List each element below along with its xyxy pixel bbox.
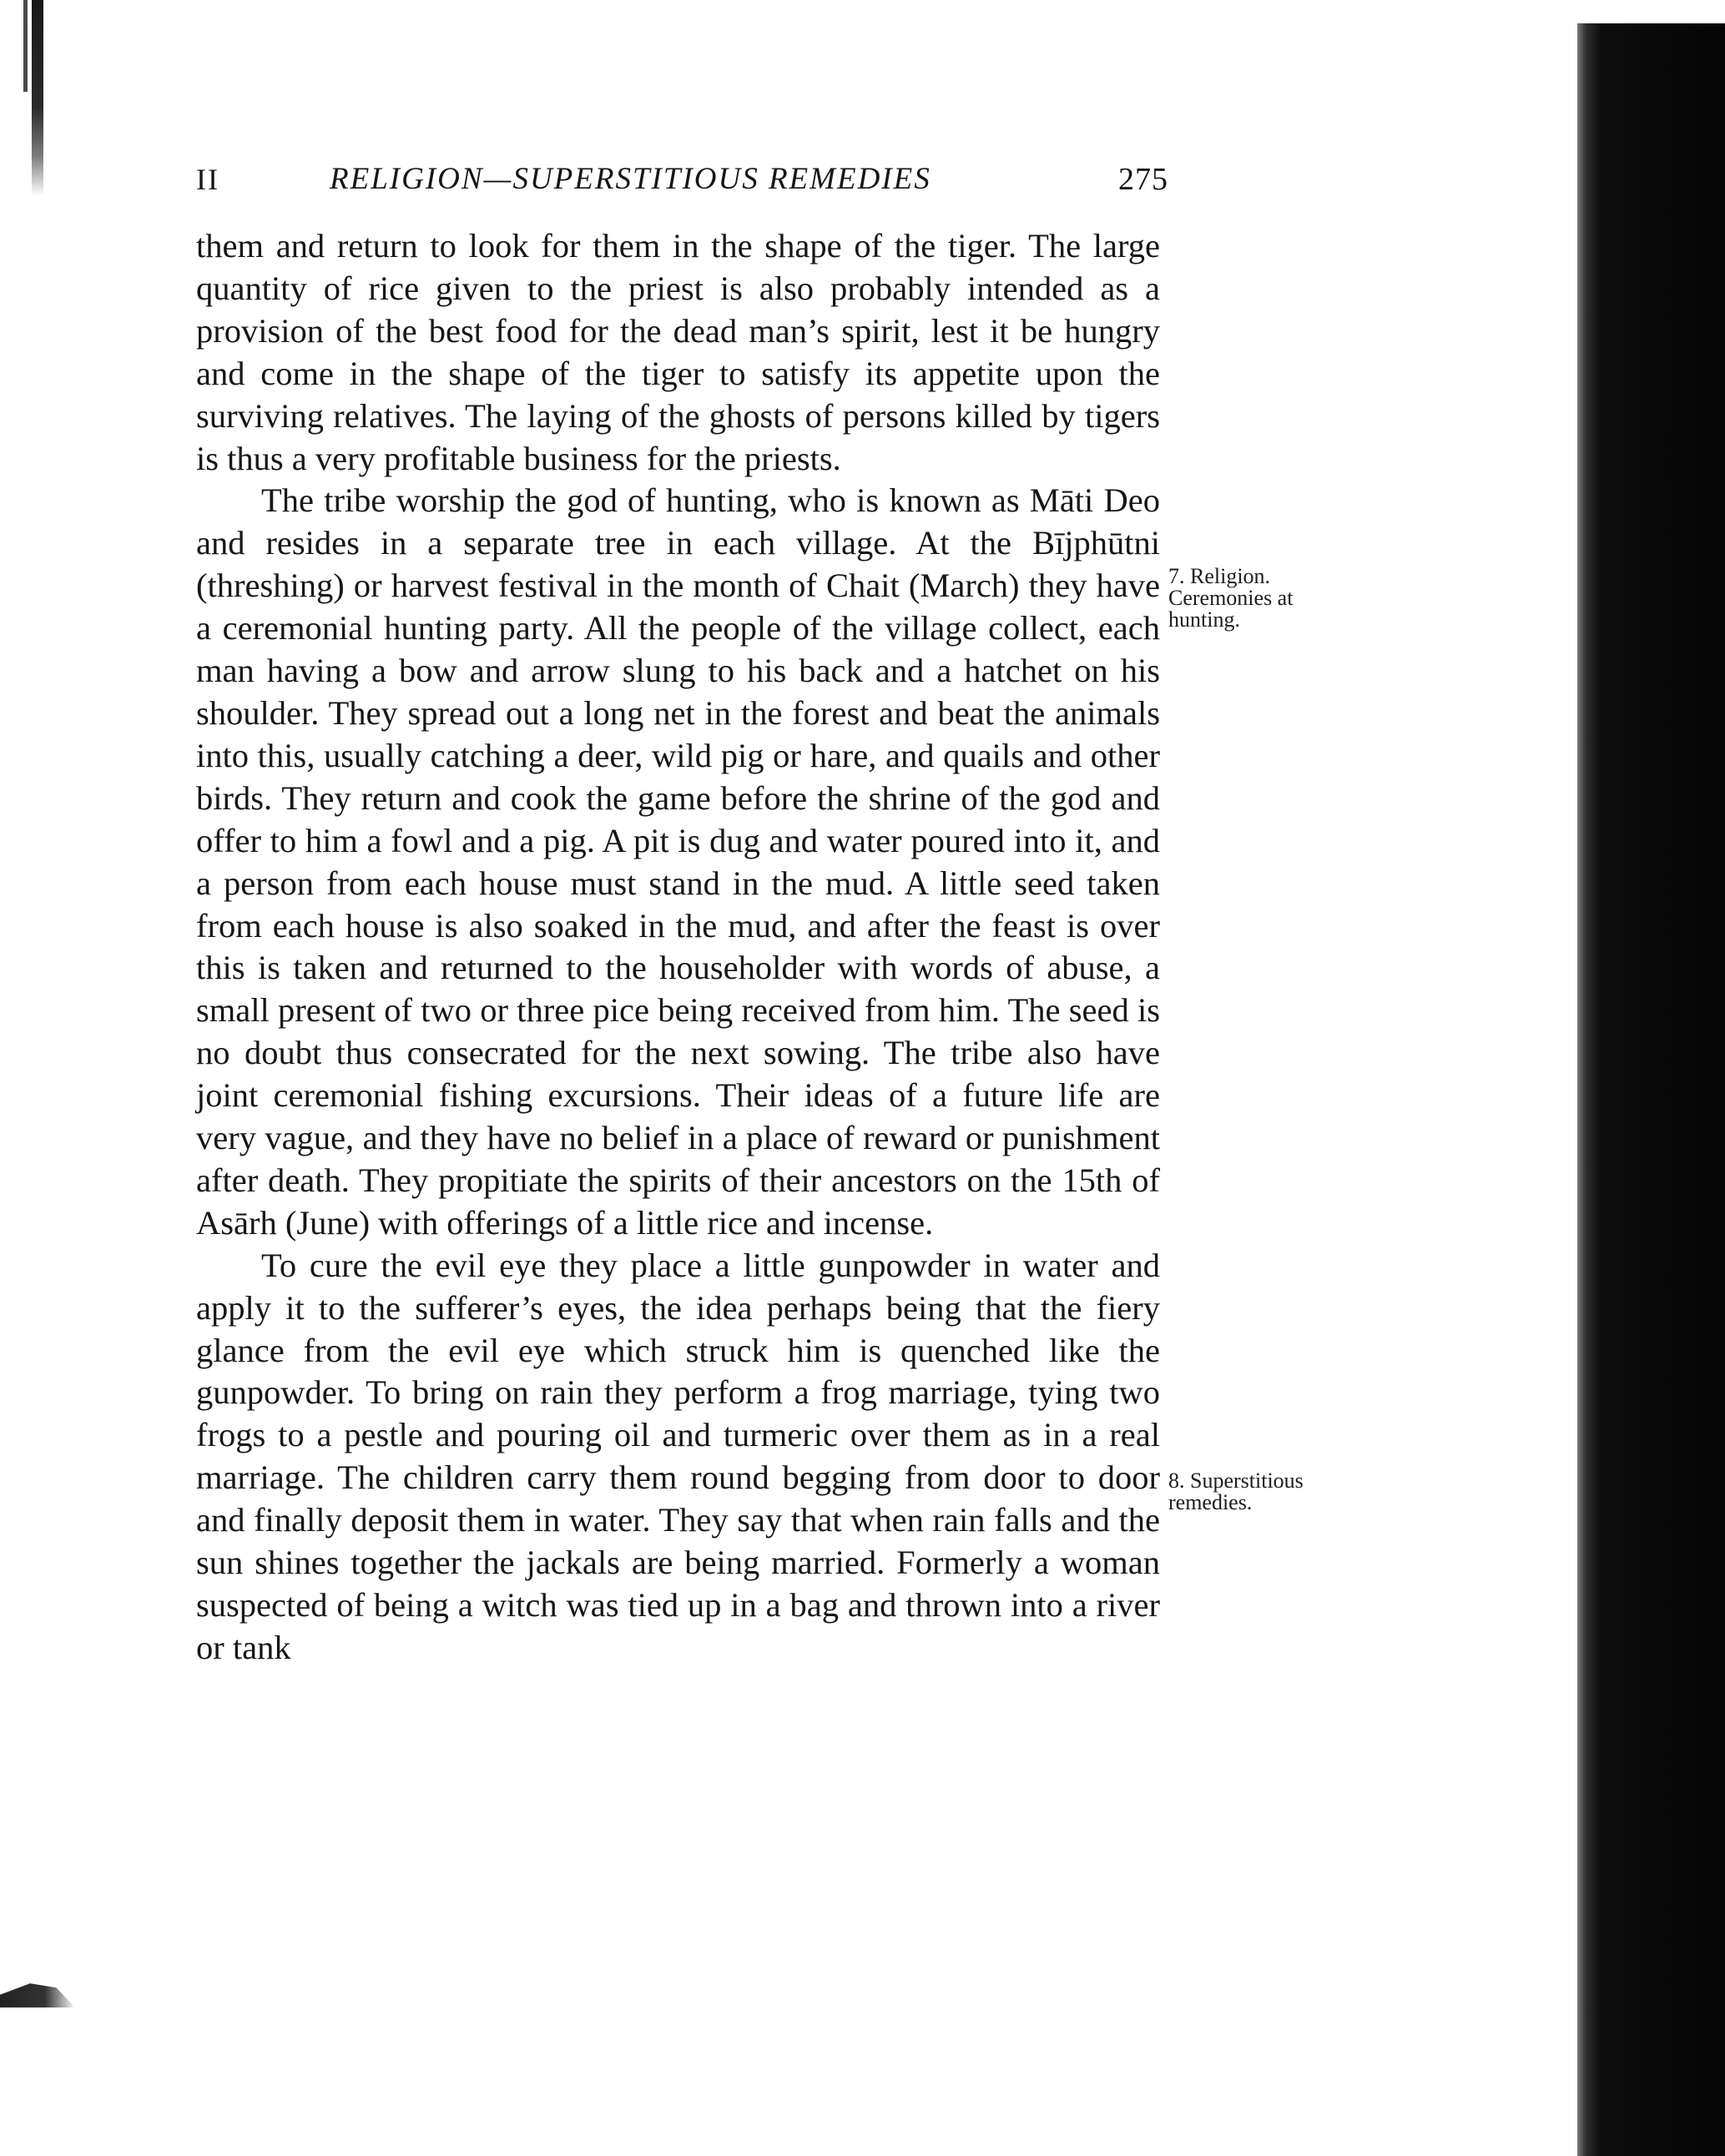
scan-binding-shadow [1577, 23, 1725, 2156]
scan-smudge [0, 1979, 75, 2007]
margin-note-hunting: 7. Religion. Ceremonies at hunting. [1168, 564, 1294, 632]
body-text [196, 225, 1160, 1670]
paragraph-hunting-ceremonies: The tribe worship the god of hunting, who is known as Māti Deo and resides in a separate tree in each village. At the Bījphūtni (threshing) or harvest festival in the month of Chait (March) they have a ceremonial hunting party. All the people of the village collect, each man having a bow and arrow slung to his back and a hatchet on his shoulder. They spread out a long net in the forest and beat the animals into this, usually catching a deer, wild pig or hare, and quails and other birds. They return and cook the game before the shrine of the god and offer to him a fowl and a pig. A pit is dug and water poured into it, and a person from each house must stand in the mud. A little seed taken from each house is also soaked in the mud, and after the feast is over this is taken and returned to the householder with words of abuse, a small present of two or three pice being received from him. The seed is no doubt thus consecrated for the next sowing. The tribe also have joint ceremonial fishing excursions. Their ideas of a future life are very vague, and they have no belief in a place of reward or punishment after death. They propitiate the spirits of their ancestors on the 15th of Asārh (June) with offerings of a little rice and incense. [196, 481, 1160, 1242]
paragraph-superstitious-remedies: To cure the evil eye they place a little gunpowder in water and apply it to the sufferer’s eyes, the idea perhaps being that the fiery glance from the evil eye which struck him is quenched like the gunpowder. To bring on rain they perform a frog marriage, tying two frogs to a pestle and pouring oil and turmeric over them as in a real marriage. The children carry them round begging from door to door and finally deposit them in water. They say that when rain falls and the sun shines together the jackals are being married. Formerly a woman suspected of being a witch was tied up in a bag and thrown into a river or tank [196, 1246, 1160, 1666]
paragraph-tiger-ghosts: them and return to look for them in the shape of the tiger. The large quantity of rice given to the priest is also probably intended as a provision of the best food for the dead man’s spirit, lest it be hungry and come in the shape of the tiger to satisfy its appetite upon the surviving relatives. The laying of the ghosts of persons killed by tigers is thus a very profitable business for the priests. [196, 227, 1160, 477]
running-head [0, 159, 1252, 200]
scan-edge-mark-thin [23, 0, 28, 92]
running-title: RELIGION—SUPERSTITIOUS REMEDIES [330, 162, 931, 196]
margin-note-remedies: 8. Superstitious remedies. [1168, 1468, 1304, 1514]
page-number: 275 [1118, 162, 1168, 197]
chapter-number: II [196, 163, 219, 196]
